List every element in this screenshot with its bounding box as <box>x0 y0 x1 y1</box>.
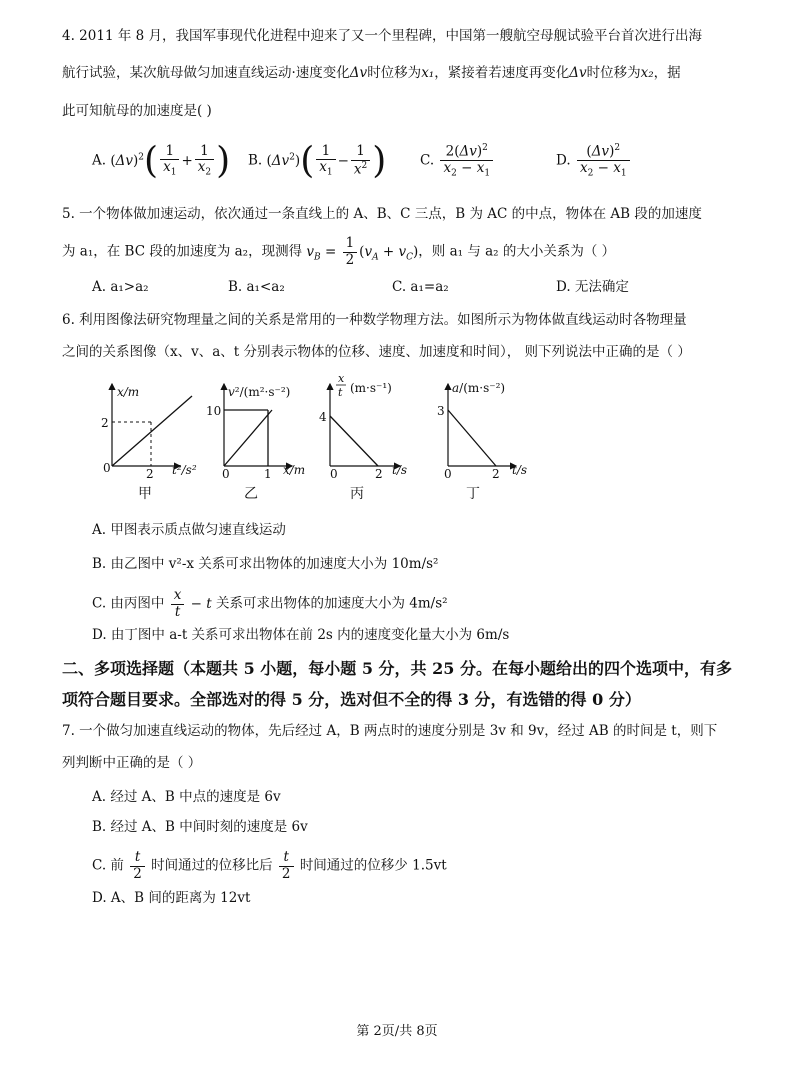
graph-ding-xlabel: t/s <box>512 463 528 477</box>
q4-option-c-formula: $\frac{2(\Delta v)^2}{x_2 - x_1}$ <box>438 153 495 169</box>
page-footer: 第 2页/共 8页 <box>356 1024 438 1039</box>
q4-option-d-formula: $\frac{(\Delta v)^2}{x_2 - x_1}$ <box>575 153 632 169</box>
graph-ding-tick-x2: 2 <box>492 467 500 481</box>
graph-bing-origin: 0 <box>330 467 338 481</box>
q6-option-c1: C. 由丙图中 <box>92 595 165 612</box>
q4-dv2: Δv <box>569 65 587 81</box>
q5-option-d[interactable]: D. 无法确定 <box>556 279 629 295</box>
q4-dv: Δv <box>349 65 368 81</box>
q5-line2 <box>62 236 615 268</box>
q7-option-a[interactable]: A. 经过 A、B 中点的速度是 6v <box>92 789 281 805</box>
q4-option-a-formula: $(\Delta v)^2$( $\frac{1}{x_1}$ + $\frac{1}{x_2}$ ) <box>110 140 231 181</box>
q7-frac-t2-b: $\frac{t}{2}$ <box>279 850 294 882</box>
q4-x1: x₁ <box>421 65 435 81</box>
q7-option-c[interactable] <box>92 850 447 882</box>
q4-x2: x₂ <box>640 65 654 81</box>
graph-ding-ylabel: a/(m·s⁻²) <box>452 381 506 395</box>
q4-line2a: 航行试验，某次航母做匀加速直线运动·速度变化 <box>62 65 350 81</box>
graph-ding-tick-y3: 3 <box>437 404 445 418</box>
graph-bing-line <box>330 416 378 466</box>
q4-line3: 此可知航母的加速度是( ) <box>62 103 212 119</box>
q7-option-c2: 时间通过的位移比后 <box>151 857 273 874</box>
graph-yi-xlabel: x/m <box>283 463 306 477</box>
graph-jia-tick-y2: 2 <box>101 416 109 430</box>
q4-option-d[interactable] <box>556 143 632 179</box>
q6-option-d[interactable]: D. 由丁图中 a-t 关系可求出物体在前 2s 内的速度变化量大小为 6m/s <box>92 627 510 643</box>
graph-ding-origin: 0 <box>444 467 452 481</box>
section2-heading-line1: 二、多项选择题（本题共 5 小题，每小题 5 分，共 25 分。在每小题给出的四个选项中，有多 <box>62 659 732 678</box>
q6-option-c2: 关系可求出物体的加速度大小为 4m/s² <box>216 595 448 612</box>
graph-bing-ylabel: (m·s⁻¹) <box>350 381 392 395</box>
q5-formula: $v_B$ = $\frac{1}{2}$ $(v_A + v_C)$ <box>306 235 419 268</box>
q6-line2: 之间的关系图像（x、v、a、t 分别表示物体的位移、速度、加速度和时间）， 则下列说法中正确的是（ ） <box>62 344 691 360</box>
graph-jia-line <box>112 396 192 466</box>
q4-line2e: ，据 <box>653 65 681 81</box>
q4-option-d-label: D. <box>556 152 571 169</box>
graph-jia-tick-x2: 2 <box>146 467 154 481</box>
q7-option-d[interactable]: D. A、B 间的距离为 12vt <box>92 890 251 906</box>
q4-line2d: 时位移为 <box>586 65 641 81</box>
q6-line1: 6. 利用图像法研究物理量之间的关系是常用的一种数学物理方法。如图所示为物体做直线运动时各物理量 <box>62 312 687 328</box>
graph-yi <box>206 384 305 502</box>
q7-option-c1: C. 前 <box>92 857 124 874</box>
q6-option-a[interactable]: A. 甲图表示质点做匀速直线运动 <box>92 522 286 538</box>
graph-ding-line <box>448 410 496 466</box>
q4-line2 <box>62 65 681 81</box>
q4-option-b-formula: $(\Delta v^2)$( $\frac{1}{x_1}$ − $\frac{1}{x^2}$ ) <box>266 140 387 181</box>
q4-option-a-label: A. <box>92 152 107 169</box>
q5-line2b: ，则 a₁ 与 a₂ 的大小关系为（ ） <box>418 243 616 260</box>
q6-option-b[interactable]: B. 由乙图中 v²-x 关系可求出物体的加速度大小为 10m/s² <box>92 556 439 572</box>
q6-graphs <box>0 370 794 510</box>
q4-line2c: ，紧接着若速度再变化 <box>434 65 570 81</box>
svg-text:t: t <box>338 386 343 399</box>
q7-line2: 列判断中正确的是（ ） <box>62 755 202 771</box>
graph-yi-caption: 乙 <box>244 486 258 502</box>
q4-option-c-label: C. <box>420 152 435 169</box>
q6-option-c-formula: $\frac{x}{t}$ − t <box>169 596 212 612</box>
q4-option-a[interactable] <box>92 140 231 181</box>
q4-option-c[interactable] <box>420 143 495 179</box>
q5-line1: 5. 一个物体做加速运动，依次通过一条直线上的 A、B、C 三点，B 为 AC 的中点，物体在 AB 段的加速度 <box>62 206 702 222</box>
graph-bing-tick-y4: 4 <box>319 410 327 424</box>
graph-yi-tick-x1: 1 <box>264 467 272 481</box>
graph-yi-tick-y10: 10 <box>206 404 222 418</box>
q4-option-b[interactable] <box>248 140 387 181</box>
q4-line1: 4. 2011 年 8 月，我国军事现代化进程中迎来了又一个里程碑，中国第一艘航空母舰试验平台首次进行出海 <box>62 28 702 44</box>
svg-text:x: x <box>338 372 345 385</box>
q5-option-c[interactable]: C. a₁=a₂ <box>392 279 449 295</box>
graph-bing-xlabel: t/s <box>392 463 408 477</box>
graph-bing <box>319 372 407 502</box>
graph-ding-caption: 丁 <box>466 486 480 502</box>
graph-jia-caption: 甲 <box>138 486 152 502</box>
q7-line1: 7. 一个做匀加速直线运动的物体，先后经过 A，B 两点时的速度分别是 3v 和 9v，经过 AB 的时间是 t，则下 <box>62 723 718 739</box>
q7-option-b[interactable]: B. 经过 A、B 中间时刻的速度是 6v <box>92 819 308 835</box>
graph-yi-ylabel: v²/(m²·s⁻²) <box>228 385 291 399</box>
q5-option-b[interactable]: B. a₁<a₂ <box>228 279 285 295</box>
graph-jia <box>101 384 197 502</box>
q5-option-a[interactable]: A. a₁>a₂ <box>92 279 149 295</box>
graph-jia-origin: 0 <box>103 461 111 475</box>
q6-option-c[interactable] <box>92 588 448 620</box>
graph-jia-xlabel: t²/s² <box>172 463 197 477</box>
section2-heading-line2: 项符合题目要求。全部选对的得 5 分，选对但不全的得 3 分，有选错的得 0 分） <box>62 690 641 709</box>
graph-jia-ylabel: x/m <box>117 385 140 399</box>
q7-frac-t2-a: $\frac{t}{2}$ <box>130 850 145 882</box>
graph-ding <box>437 381 527 502</box>
q4-option-b-label: B. <box>248 152 263 169</box>
graph-yi-line <box>224 410 272 466</box>
q5-line2a: 为 a₁，在 BC 段的加速度为 a₂，现测得 <box>62 243 303 260</box>
q4-line2b: 时位移为 <box>367 65 422 81</box>
graph-bing-caption: 丙 <box>350 486 364 502</box>
graph-bing-tick-x2: 2 <box>375 467 383 481</box>
q7-option-c3: 时间通过的位移少 1.5vt <box>299 857 447 874</box>
graph-yi-origin: 0 <box>222 467 230 481</box>
